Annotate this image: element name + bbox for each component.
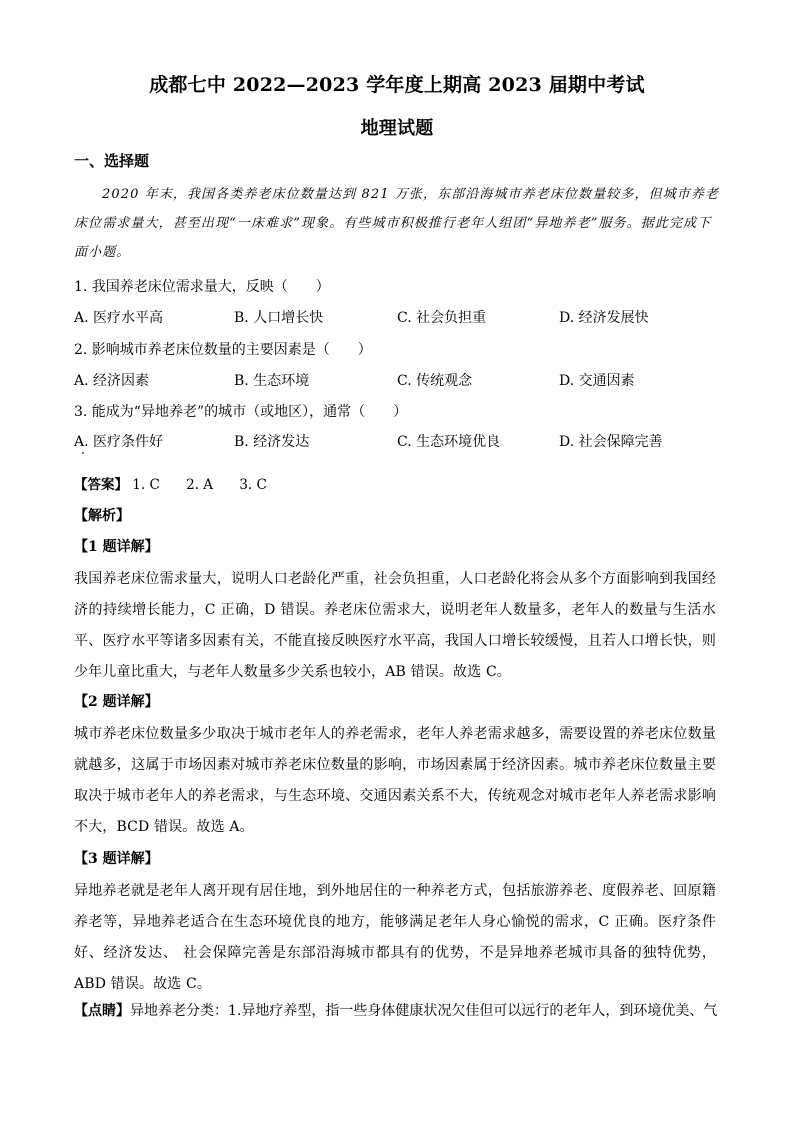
option-d: D. 经济发展快 xyxy=(559,310,649,326)
reading-passage: 2020 年末，我国各类养老床位数量达到 821 万张，东部沿海城市养老床位数量较多，但城市养老床位需求量大，甚至出现“一床难求”现象。有些城市积极推行老年人组团“异地养老”服务。据此完成下面小题。 xyxy=(74,187,720,260)
option-a: A. 医疗水平高 xyxy=(74,310,164,326)
detail-1-label: 【1 题详解】 xyxy=(74,539,159,555)
exam-subtitle: 地理试题 xyxy=(360,118,434,139)
question-1-stem: 1. 我国养老床位需求量大，反映（ ） xyxy=(74,279,330,295)
answer-label: 【答案】 xyxy=(74,477,128,493)
answer-1: 1. C xyxy=(132,477,160,493)
option-b: B. 人口增长快 xyxy=(234,310,324,326)
option-d: D. 社会保障完善 xyxy=(559,434,663,450)
detail-3-label: 【3 题详解】 xyxy=(74,851,159,867)
option-a: A. 经济因素 xyxy=(74,373,150,389)
option-b: B. 生态环境 xyxy=(234,373,310,389)
question-2-stem: 2. 影响城市养老床位数量的主要因素是（ ） xyxy=(74,342,372,358)
detail-3-text: 异地养老就是老年人离开现有居住地，到外地居住的一种养老方式，包括旅游养老、度假养老、回原籍养老等，异地养老适合在生态环境优良的地方，能够满足老年人身心愉悦的需求，C 正确。医疗条件好、经济发达、 社会保障完善是东部沿海城市都具有的优势，不是异地养老城市具备的独特优势，ABD 错误。故选 C。 xyxy=(74,883,716,992)
option-d: D. 交通因素 xyxy=(559,373,635,389)
stray-dot xyxy=(82,452,84,454)
option-c: C. 传统观念 xyxy=(397,373,473,389)
tip-text: 异地养老分类：1.异地疗养型，指一些身体健康状况欠佳但可以远行的老年人，到环境优美、气 xyxy=(130,1003,718,1019)
detail-2-label: 【2 题详解】 xyxy=(74,694,159,710)
answer-3: 3. C xyxy=(239,477,267,493)
tip-line xyxy=(74,1000,724,1020)
option-c: C. 社会负担重 xyxy=(397,310,487,326)
option-b: B. 经济发达 xyxy=(234,434,310,450)
exam-title: 成都七中 2022—2023 学年度上期高 2023 届期中考试 xyxy=(149,74,645,96)
detail-1-text: 我国养老床位需求量大，说明人口老龄化严重，社会负担重，人口老龄化将会从多个方面影响到我国经济的持续增长能力，C 正确，D 错误。养老床位需求大，说明老年人数量多，老年人的数量与生活水平、医疗水平等诸多因素有关，不能直接反映医疗水平高，我国人口增长较缓慢，且若人口增长快，则少年儿童比重大，与老年人数量多少关系也较小，AB 错误。故选 C。 xyxy=(74,571,716,680)
tip-label: 【点睛】 xyxy=(74,1003,130,1019)
option-a: A. 医疗条件好 xyxy=(74,434,164,450)
answer-line xyxy=(74,473,289,493)
question-3-stem: 3. 能成为“异地养老”的城市（或地区），通常（ ） xyxy=(74,404,408,420)
analysis-label: 【解析】 xyxy=(74,508,130,524)
answer-2: 2. A xyxy=(186,477,214,493)
section-heading: 一、选择题 xyxy=(74,152,150,170)
option-c: C. 生态环境优良 xyxy=(397,434,501,450)
detail-2-text: 城市养老床位数量多少取决于城市老年人的养老需求，老年人养老需求越多，需要设置的养老床位数量就越多，这属于市场因素对城市养老床位数量的影响，市场因素属于经济因素。城市养老床位数量主要取决于城市老年人的养老需求，与生态环境、交通因素关系不大，传统观念对城市老年人养老需求影响不大，BCD 错误。故选 A。 xyxy=(74,726,716,835)
